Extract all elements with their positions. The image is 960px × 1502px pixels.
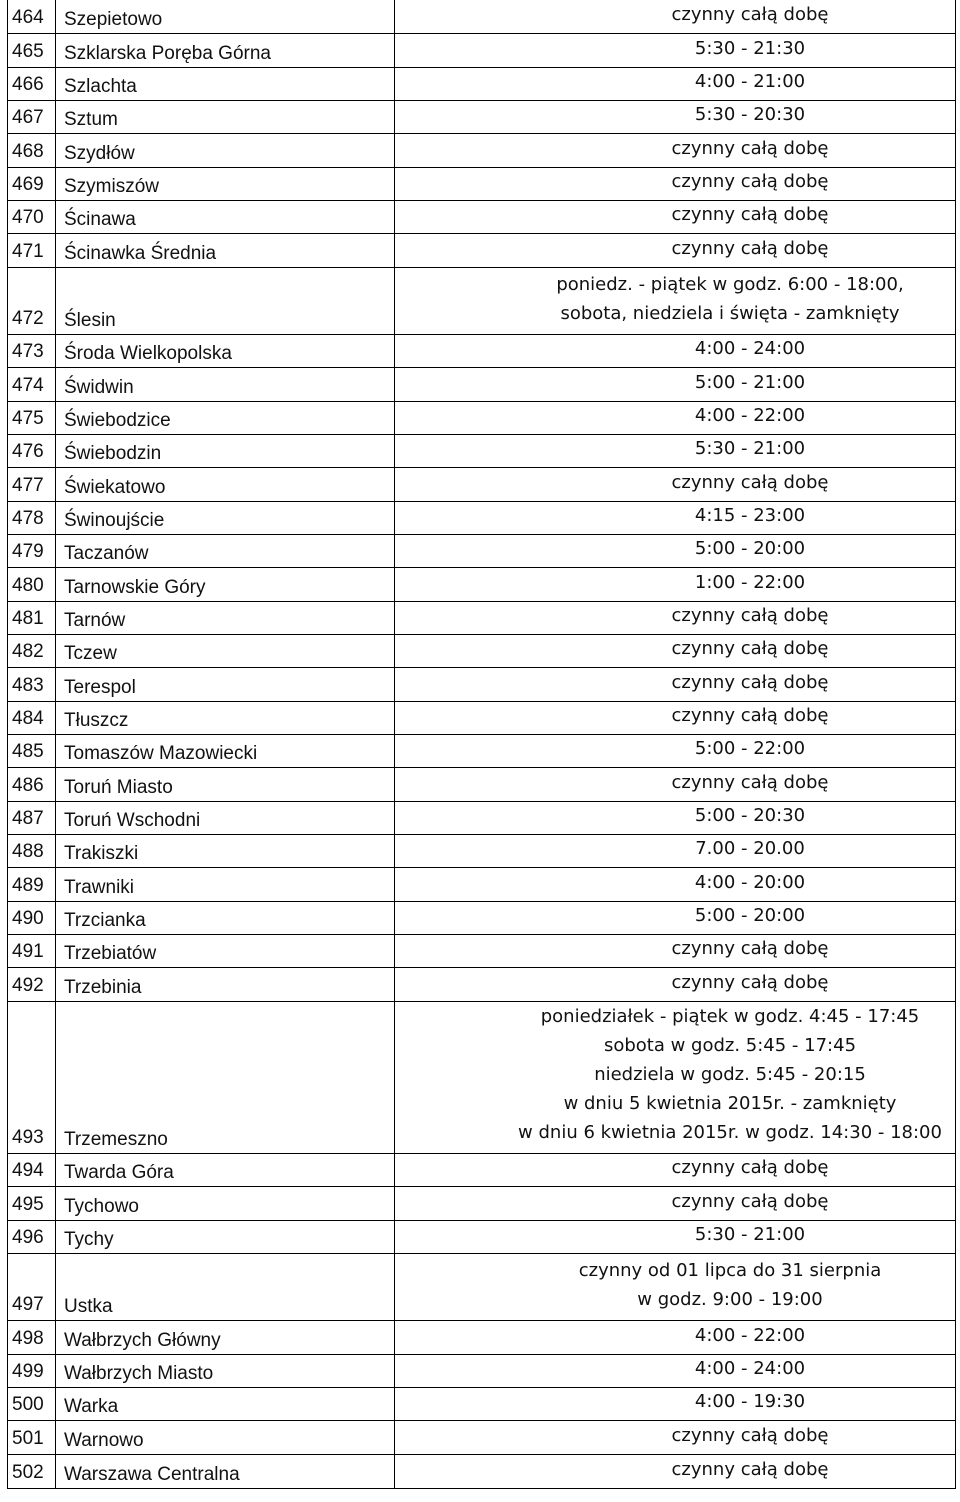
table-row [8,33,956,67]
opening-hours-line: poniedziałek - piątek w godz. 4:45 - 17:45 [540,1005,920,1027]
table-row [8,501,956,534]
opening-hours-line: czynny całą dobę [671,203,829,225]
opening-hours [395,1153,956,1186]
opening-hours [395,267,956,334]
table-row [8,233,956,267]
opening-hours-line: 1:00 - 22:00 [694,571,806,593]
station-name: Terespol [56,667,395,701]
row-number: 476 [8,434,56,467]
station-name: Świebodzice [56,401,395,434]
station-name: Trawniki [56,867,395,901]
opening-hours [395,434,956,467]
row-number: 475 [8,401,56,434]
opening-hours-line: czynny całą dobę [671,170,829,192]
opening-hours [395,233,956,267]
station-name: Ustka [56,1253,395,1320]
table-row [8,667,956,701]
opening-hours-line: 5:00 - 20:30 [694,804,806,826]
table-row [8,601,956,634]
table-row [8,834,956,867]
row-number: 500 [8,1387,56,1420]
opening-hours-line: 7.00 - 20.00 [695,837,805,859]
opening-hours [395,901,956,934]
opening-hours-line: 5:30 - 21:00 [694,1223,806,1245]
row-number: 496 [8,1220,56,1253]
station-name: Tłuszcz [56,701,395,734]
station-hours-table [7,0,956,1489]
row-number: 489 [8,867,56,901]
table-row [8,634,956,667]
opening-hours [395,701,956,734]
station-name: Tychy [56,1220,395,1253]
station-name: Trzemeszno [56,1001,395,1153]
opening-hours [395,801,956,834]
opening-hours-line: czynny całą dobę [671,1424,829,1446]
station-name: Twarda Góra [56,1153,395,1186]
opening-hours [395,967,956,1001]
opening-hours [395,33,956,67]
row-number: 473 [8,334,56,367]
row-number: 469 [8,167,56,200]
station-name: Warszawa Centralna [56,1454,395,1488]
opening-hours-line: 4:15 - 23:00 [694,504,806,526]
table-row [8,1454,956,1488]
row-number: 484 [8,701,56,734]
table-row [8,133,956,167]
table-row [8,434,956,467]
row-number: 502 [8,1454,56,1488]
row-number: 491 [8,934,56,967]
opening-hours-line: czynny całą dobę [671,604,829,626]
opening-hours [395,1186,956,1220]
opening-hours-line: czynny od 01 lipca do 31 sierpnia [578,1259,882,1281]
table-row [8,701,956,734]
table-row [8,1320,956,1354]
station-name: Tarnów [56,601,395,634]
table-row [8,367,956,401]
row-number: 466 [8,67,56,100]
opening-hours [395,1220,956,1253]
opening-hours-line: czynny całą dobę [671,637,829,659]
table-row [8,0,956,33]
table-row [8,767,956,801]
opening-hours-line: 4:00 - 22:00 [694,404,806,426]
opening-hours [395,467,956,501]
opening-hours-line: czynny całą dobę [671,704,829,726]
table-row [8,901,956,934]
opening-hours-line: czynny całą dobę [671,3,829,25]
row-number: 485 [8,734,56,767]
opening-hours-line: 5:00 - 20:00 [694,904,806,926]
station-name: Świebodzin [56,434,395,467]
station-name: Szepietowo [56,0,395,33]
table-row [8,100,956,133]
station-name: Trzebinia [56,967,395,1001]
row-number: 494 [8,1153,56,1186]
row-number: 488 [8,834,56,867]
opening-hours [395,1387,956,1420]
station-name: Ścinawa [56,200,395,233]
opening-hours-line: 4:00 - 19:30 [694,1390,806,1412]
opening-hours [395,634,956,667]
row-number: 487 [8,801,56,834]
row-number: 479 [8,534,56,567]
opening-hours [395,667,956,701]
row-number: 481 [8,601,56,634]
opening-hours [395,0,956,33]
opening-hours [395,734,956,767]
station-name: Toruń Miasto [56,767,395,801]
station-name: Sztum [56,100,395,133]
opening-hours [395,133,956,167]
row-number: 495 [8,1186,56,1220]
opening-hours-line: 5:00 - 20:00 [694,537,806,559]
opening-hours-line: poniedz. - piątek w godz. 6:00 - 18:00, [556,273,904,295]
opening-hours [395,601,956,634]
opening-hours [395,167,956,200]
table-row [8,1186,956,1220]
opening-hours [395,1001,956,1153]
opening-hours [395,367,956,401]
opening-hours-line: 5:00 - 22:00 [694,737,806,759]
opening-hours-line: 5:30 - 21:00 [694,437,806,459]
opening-hours-line: czynny całą dobę [671,237,829,259]
table-row [8,967,956,1001]
table-row [8,467,956,501]
opening-hours [395,1320,956,1354]
table-row [8,1001,956,1153]
table-row [8,167,956,200]
row-number: 467 [8,100,56,133]
row-number: 465 [8,33,56,67]
station-name: Szymiszów [56,167,395,200]
station-name: Warka [56,1387,395,1420]
row-number: 498 [8,1320,56,1354]
row-number: 490 [8,901,56,934]
opening-hours-line: sobota, niedziela i święta - zamknięty [560,302,900,324]
table-row [8,334,956,367]
table-row [8,934,956,967]
opening-hours-line: czynny całą dobę [671,137,829,159]
station-name: Szydłów [56,133,395,167]
opening-hours-line: czynny całą dobę [671,471,829,493]
opening-hours [395,401,956,434]
opening-hours [395,567,956,601]
row-number: 486 [8,767,56,801]
opening-hours [395,934,956,967]
station-name: Tarnowskie Góry [56,567,395,601]
opening-hours-line: 4:00 - 24:00 [694,1357,806,1379]
station-name: Szlachta [56,67,395,100]
station-name: Taczanów [56,534,395,567]
table-row [8,567,956,601]
row-number: 471 [8,233,56,267]
opening-hours-line: niedziela w godz. 5:45 - 20:15 [594,1063,866,1085]
opening-hours [395,334,956,367]
table-row [8,1354,956,1387]
row-number: 493 [8,1001,56,1153]
row-number: 478 [8,501,56,534]
table-row [8,1253,956,1320]
row-number: 499 [8,1354,56,1387]
station-name: Tomaszów Mazowiecki [56,734,395,767]
table-row [8,1220,956,1253]
table-row [8,1420,956,1454]
opening-hours-line: w dniu 5 kwietnia 2015r. - zamknięty [563,1092,897,1114]
opening-hours [395,100,956,133]
table-row [8,801,956,834]
opening-hours [395,767,956,801]
opening-hours [395,67,956,100]
opening-hours-line: czynny całą dobę [671,1156,829,1178]
opening-hours-line: 4:00 - 22:00 [694,1324,806,1346]
opening-hours-line: w godz. 9:00 - 19:00 [637,1288,823,1310]
table-row [8,401,956,434]
row-number: 483 [8,667,56,701]
opening-hours-line: czynny całą dobę [671,937,829,959]
opening-hours-line: 4:00 - 24:00 [694,337,806,359]
opening-hours-line: w dniu 6 kwietnia 2015r. w godz. 14:30 - 18:00 [518,1121,942,1143]
row-number: 464 [8,0,56,33]
station-name: Ścinawka Średnia [56,233,395,267]
opening-hours [395,200,956,233]
opening-hours-line: czynny całą dobę [671,971,829,993]
station-name: Świnoujście [56,501,395,534]
row-number: 482 [8,634,56,667]
station-name: Trzebiatów [56,934,395,967]
opening-hours [395,1420,956,1454]
opening-hours-line: czynny całą dobę [671,1190,829,1212]
table-row [8,67,956,100]
station-name: Wałbrzych Miasto [56,1354,395,1387]
opening-hours [395,1454,956,1488]
opening-hours-line: 4:00 - 21:00 [694,70,806,92]
opening-hours [395,834,956,867]
opening-hours [395,1354,956,1387]
opening-hours-line: 5:00 - 21:00 [694,371,806,393]
opening-hours-line: czynny całą dobę [671,771,829,793]
table-row [8,1153,956,1186]
station-name: Środa Wielkopolska [56,334,395,367]
opening-hours-line: sobota w godz. 5:45 - 17:45 [603,1034,857,1056]
station-name: Ślesin [56,267,395,334]
row-number: 468 [8,133,56,167]
table-row [8,1387,956,1420]
opening-hours [395,1253,956,1320]
row-number: 480 [8,567,56,601]
row-number: 492 [8,967,56,1001]
table-body [8,0,956,1488]
station-name: Trakiszki [56,834,395,867]
table-row [8,734,956,767]
table-row [8,867,956,901]
opening-hours [395,534,956,567]
opening-hours [395,501,956,534]
station-name: Tczew [56,634,395,667]
station-name: Toruń Wschodni [56,801,395,834]
station-name: Warnowo [56,1420,395,1454]
station-hours-sheet [7,0,955,1489]
opening-hours [395,867,956,901]
row-number: 497 [8,1253,56,1320]
table-row [8,267,956,334]
opening-hours-line: czynny całą dobę [671,1458,829,1480]
opening-hours-line: 4:00 - 20:00 [694,871,806,893]
row-number: 474 [8,367,56,401]
row-number: 470 [8,200,56,233]
station-name: Trzcianka [56,901,395,934]
opening-hours-line: 5:30 - 21:30 [694,37,806,59]
station-name: Świdwin [56,367,395,401]
station-name: Tychowo [56,1186,395,1220]
opening-hours-line: 5:30 - 20:30 [694,103,806,125]
row-number: 472 [8,267,56,334]
opening-hours-line: czynny całą dobę [671,671,829,693]
station-name: Szklarska Poręba Górna [56,33,395,67]
row-number: 501 [8,1420,56,1454]
station-name: Świekatowo [56,467,395,501]
table-row [8,200,956,233]
table-row [8,534,956,567]
row-number: 477 [8,467,56,501]
station-name: Wałbrzych Główny [56,1320,395,1354]
